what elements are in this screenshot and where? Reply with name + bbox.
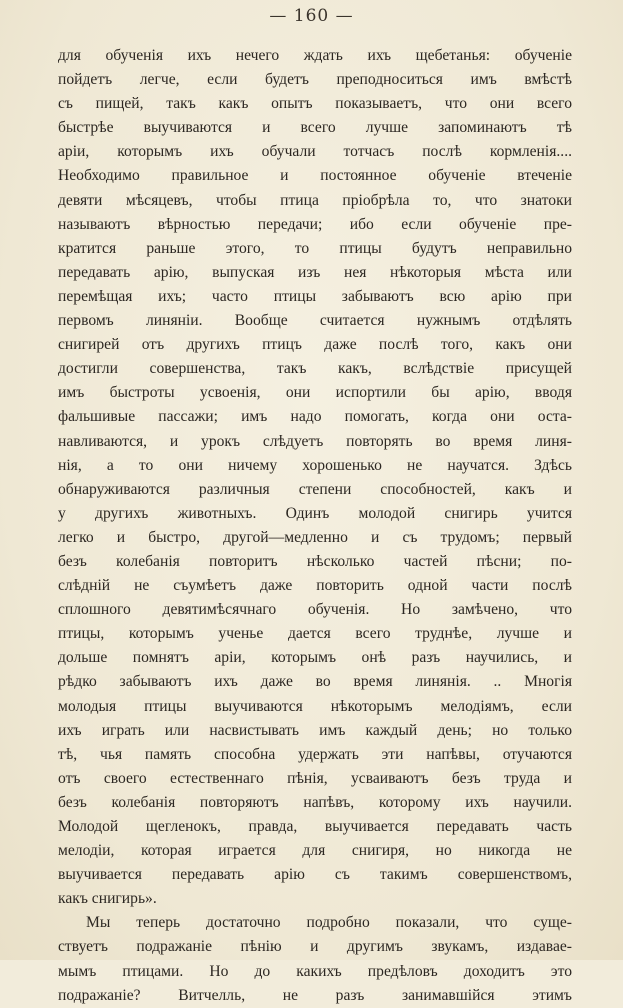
text-line: птицы, которымъ ученье дается всего труднѣе, лучше и (58, 625, 572, 643)
text-line: быстрѣе выучиваются и всего лучше запоминаютъ тѣ (58, 119, 572, 137)
text-line: ствуетъ подражаніе пѣнію и другимъ звукамъ, издавае- (58, 938, 572, 956)
text-line: подражаніе? Витчелль, не разъ занимавшійся этимъ (58, 986, 572, 1004)
text-line: навливаются, и урокъ слѣдуетъ повторять во время линя- (58, 432, 572, 450)
text-line: Необходимо правильное и постоянное обученіе втеченіе (58, 167, 572, 185)
text-line: первомъ линяніи. Вообще считается нужнымъ отдѣлять (58, 312, 572, 330)
text-line: рѣдко забываютъ ихъ даже во время линянія. .. Многія (58, 673, 572, 691)
text-line: имъ быстроты усвоенія, они испортили бы арію, вводя (58, 384, 572, 402)
text-line: обнаруживаются различныя степени способностей, какъ и (58, 480, 572, 498)
text-line: выучивается передавать арію съ такимъ совершенствомъ, (58, 866, 572, 884)
text-line: для обученія ихъ нечего ждать ихъ щебетанья: обученіе (58, 47, 572, 64)
text-line: фальшивые пассажи; имъ надо помогать, когда они оста- (58, 408, 572, 426)
text-line: безъ колебанія повторяютъ напѣвъ, которому ихъ научили. (58, 793, 572, 811)
text-line: отъ своего естественнаго пѣнія, усваиваютъ безъ труда и (58, 769, 572, 787)
text-line: передавать арію, выпуская изъ нея нѣкоторыя мѣста или (58, 263, 572, 281)
text-line: аріи, которымъ ихъ обучали тотчасъ послѣ кормленія.... (58, 143, 572, 161)
text-line: мымъ птицами. Но до какихъ предѣловъ доходитъ это (58, 962, 572, 980)
text-line: какъ снигирь». (58, 890, 157, 908)
text-line: слѣдній не съумѣетъ даже повторить одной части послѣ (58, 577, 572, 595)
body-text (58, 44, 572, 1008)
text-line: мелодіи, которая играется для снигиря, но никогда не (58, 842, 572, 860)
text-line: Мы теперь достаточно подробно показали, что суще- (86, 914, 572, 932)
text-line: сплошного девятимѣсячнаго обученія. Но замѣчено, что (58, 601, 572, 619)
text-line: безъ колебанія повторитъ нѣсколько частей пѣсни; по- (58, 552, 572, 570)
text-line: достигли совершенства, такъ какъ, вслѣдствіе присущей (58, 360, 572, 378)
text-line: называютъ вѣрностью передачи; ибо если обученіе пре- (58, 215, 572, 233)
text-line: Молодой щегленокъ, правда, выучивается передавать часть (58, 818, 572, 835)
text-line: молодыя птицы выучиваются нѣкоторымъ мелодіямъ, если (58, 697, 572, 715)
text-line: ихъ играть или насвистывать имъ каждый день; но только (58, 721, 572, 739)
text-line: легко и быстро, другой—медленно и съ трудомъ; первый (58, 528, 572, 546)
text-line: снигирей отъ другихъ птицъ даже послѣ того, какъ они (58, 336, 572, 354)
text-line: тѣ, чья память способна удержать эти напѣвы, отучаются (58, 745, 572, 763)
text-line: девяти мѣсяцевъ, чтобы птица пріобрѣла то, что знатоки (58, 191, 572, 209)
text-line: пойдетъ легче, если будетъ преподноситься имъ вмѣстѣ (58, 71, 572, 89)
text-line: дольше помнятъ аріи, которымъ онѣ разъ научились, и (58, 649, 572, 667)
text-line: нія, а то они ничему хорошенько не научатся. Здѣсь (58, 456, 572, 474)
text-line: у другихъ животныхъ. Одинъ молодой снигирь учится (58, 504, 572, 522)
paragraph-1 (58, 44, 572, 911)
text-line: съ пищей, такъ какъ опытъ показываетъ, что они всего (58, 95, 572, 113)
text-line: перемѣщая ихъ; часто птицы забываютъ всю арію при (58, 287, 572, 305)
text-line: кратится раньше этого, то птицы будутъ неправильно (58, 239, 572, 257)
page-number: — 160 — (269, 6, 354, 26)
